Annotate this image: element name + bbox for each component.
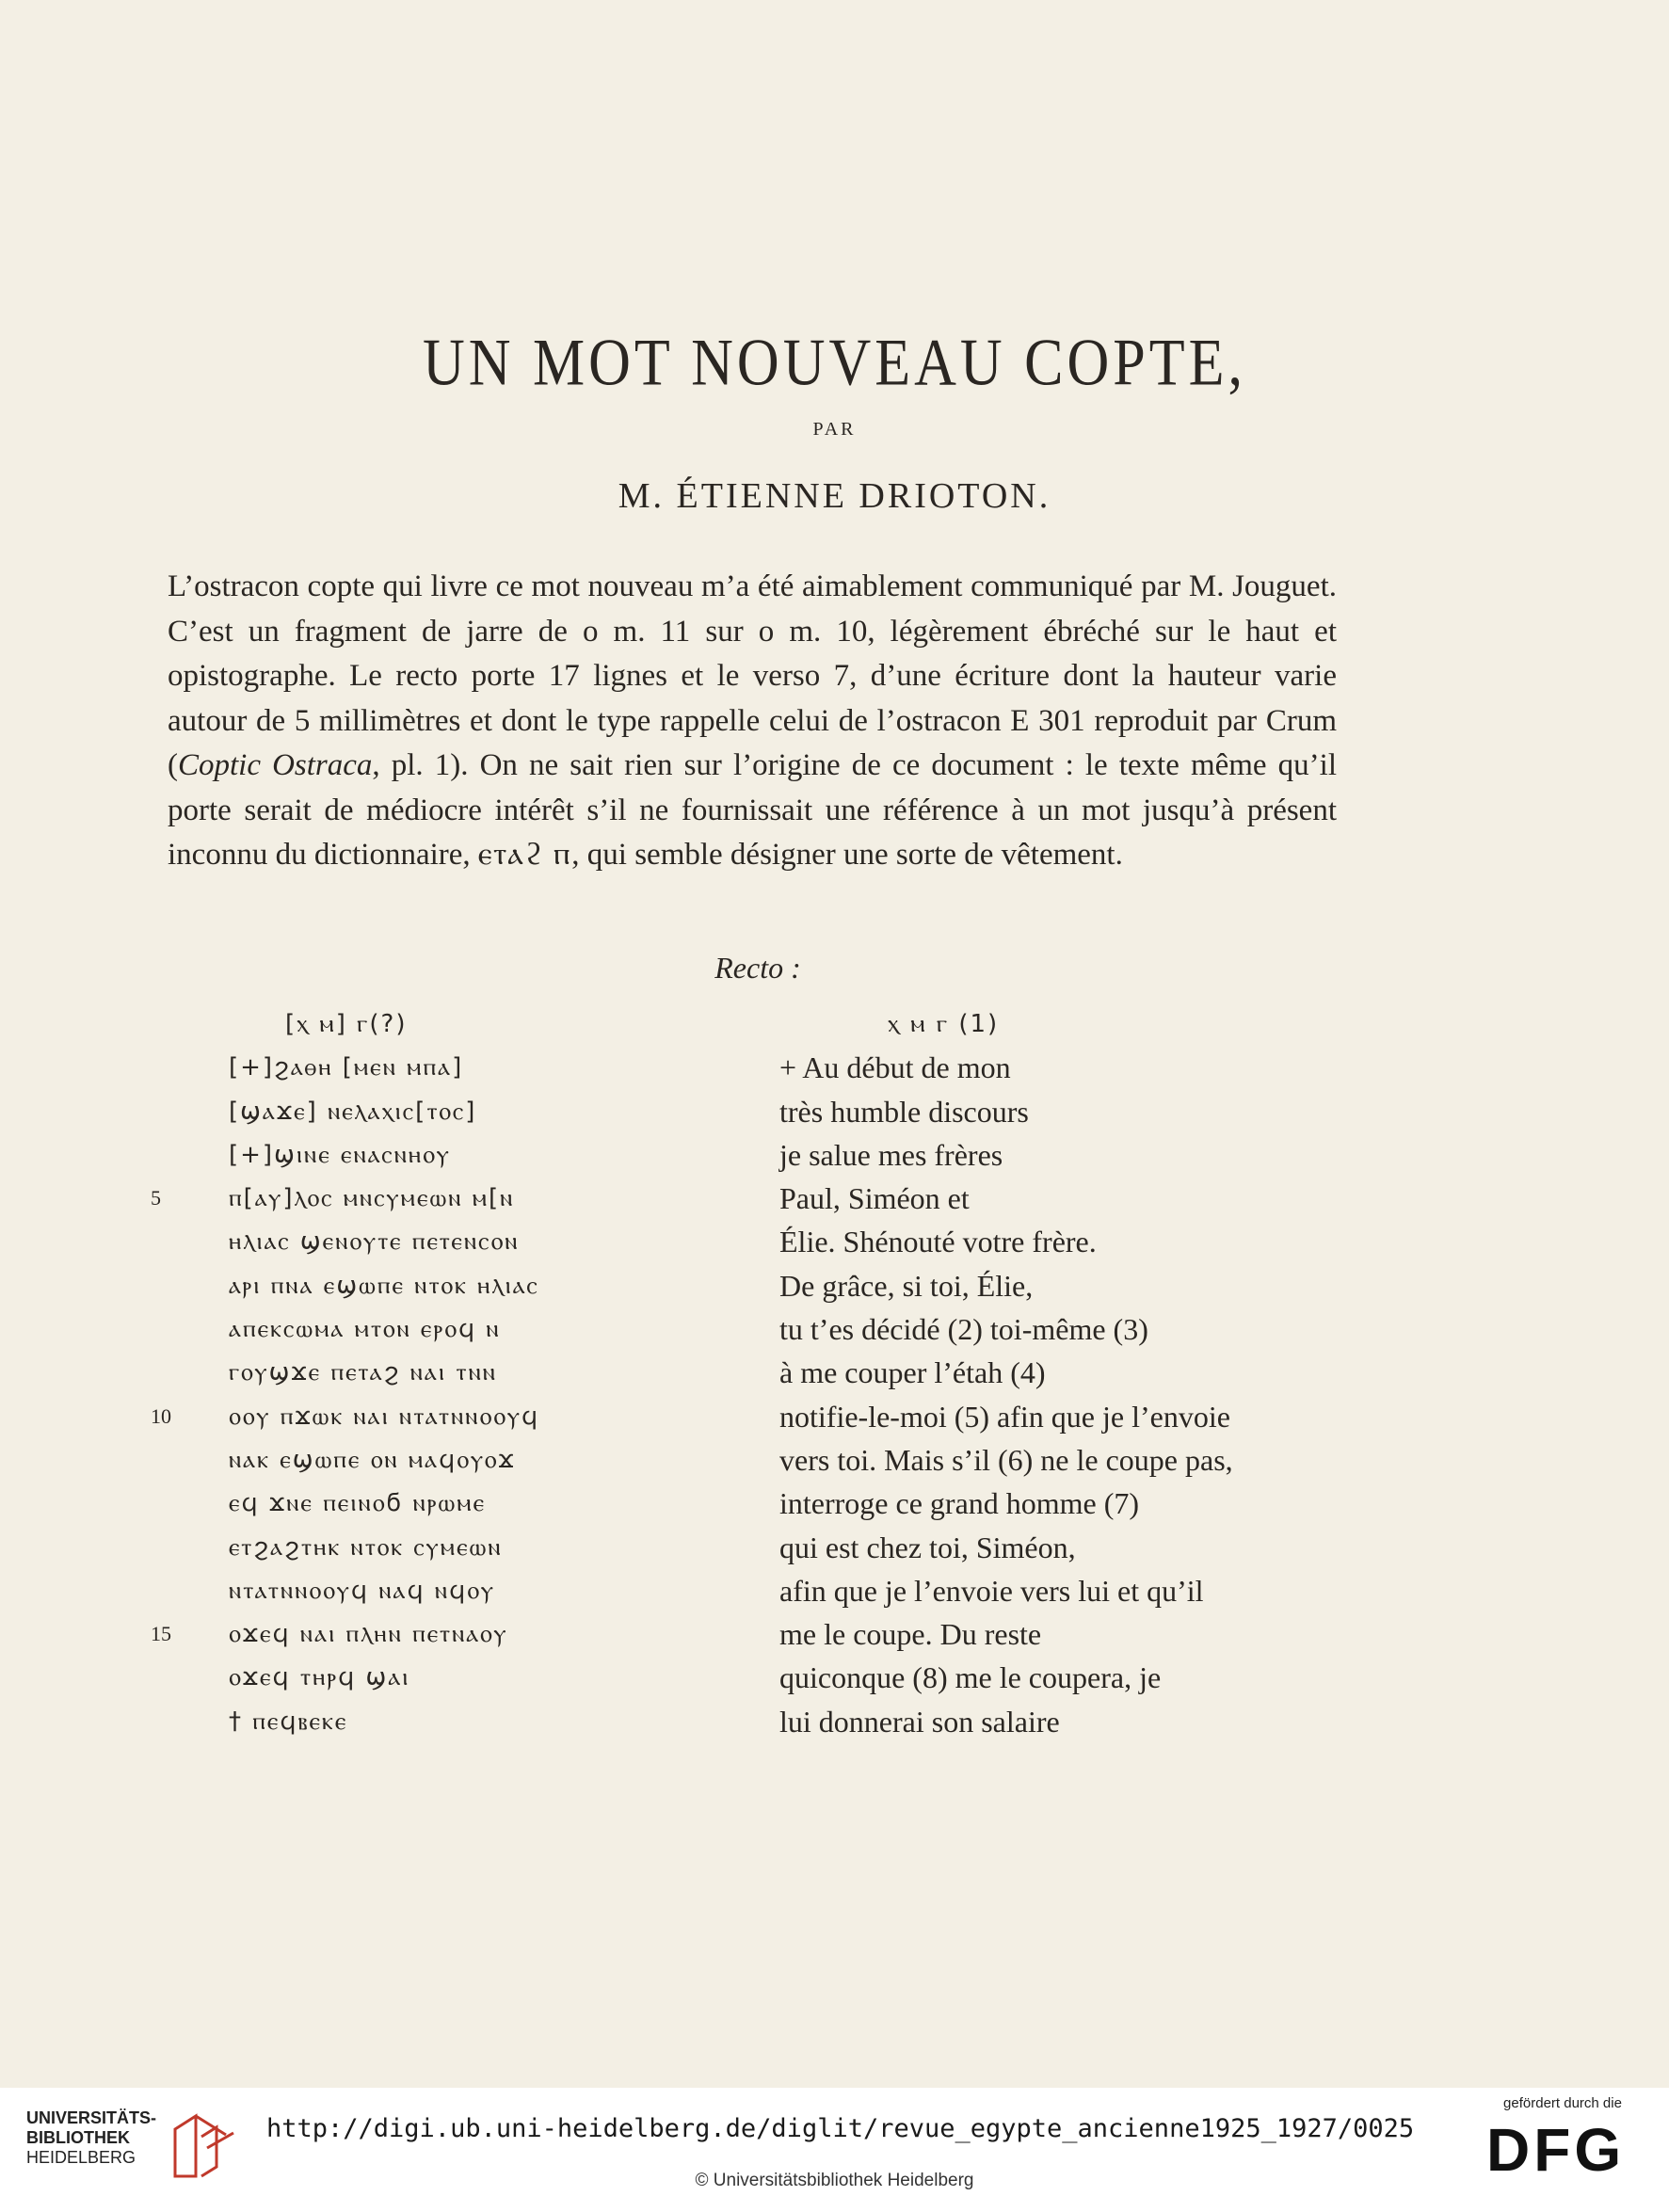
coptic-line [151,1656,753,1699]
logo-line-2: BIBLIOTHEK [26,2128,130,2147]
coptic-line [151,1700,753,1743]
coptic-line-text: ⲛⲧⲁⲧⲛⲛⲟⲟⲩϥ ⲛⲁϥ ⲛϥⲟⲩ [229,1576,496,1605]
coptic-line [151,1612,753,1656]
translation-line: vers toi. Mais s’il (6) ne le coupe pas, [779,1442,1233,1477]
translation-line: à me couper l’étah (4) [779,1355,1046,1390]
coptic-line-text: ⲁⲣⲓ ⲡⲛⲁ ⲉϣⲱⲡⲉ ⲛⲧⲟⲕ ⲏⲗⲓⲁⲥ [229,1271,539,1300]
dfg-caption: gefördert durch die [1503,2095,1622,2111]
translation-line: je salue mes frères [779,1137,1003,1172]
coptic-line [151,1177,753,1220]
intro-text-2: , pl. 1). On ne sait rien sur l’origine de ce document : le texte même qu’il porte serait de médiocre intérêt s’il ne fournissait une référence à un mot jusqu’à présent inconnu du dictionnaire, [168,748,1338,872]
article-author: M. ÉTIENNE DRIOTON. [618,476,1051,516]
translation-line: lui donnerai son salaire [779,1704,1060,1739]
coptic-line-text: [ⲭ ⲙ] ⲅ(?) [285,1010,408,1038]
intro-text-1: L’ostracon copte qui livre ce mot nouveau m’a été aimablement communiqué par M. Jouguet. C’est un fragment de jarre de o m. 11 sur o m. 10, légèrement ébréché sur le haut et opistographe. Le recto porte 17 lignes et le verso 7, d’une écriture dont la hauteur varie autour de 5 millimètres et dont le type rappelle celui de l’ostracon E 301 reproduit par Crum ( [168,569,1337,782]
coptic-line-text: ⲟϫⲉϥ ⲛⲁⲓ ⲡⲗⲏⲛ ⲡⲉⲧⲛⲁⲟⲩ [229,1620,508,1649]
coptic-keyword: ⲉⲧⲁϩ ⲡ [477,838,572,872]
coptic-line-text: ⲟϫⲉϥ ⲧⲏⲣϥ ϣⲁⲓ [229,1663,410,1692]
coptic-line-text: [ϣⲁϫⲉ] ⲛⲉⲗⲁⲭⲓⲥ[ⲧⲟⲥ] [229,1097,477,1126]
library-logo-text [26,2108,156,2168]
translation-line: tu t’es décidé (2) toi-même (3) [779,1312,1148,1347]
coptic-line [151,1264,753,1307]
by-line: PAR [812,419,857,440]
translation-line: De grâce, si toi, Élie, [779,1268,1034,1303]
copyright-notice: © Universitätsbibliothek Heidelberg [695,2171,974,2190]
coptic-line [151,1569,753,1612]
intro-paragraph [168,565,1337,878]
translation-line: afin que je l’envoie vers lui et qu’il [779,1573,1204,1608]
coptic-line-text: ⲉⲧϩⲁϩⲧⲏⲕ ⲛⲧⲟⲕ ⲥⲩⲙⲉⲱⲛ [229,1532,503,1562]
translation-line: Paul, Siméon et [779,1181,970,1216]
source-url-link[interactable]: http://digi.ub.uni-heidelberg.de/diglit/revue_egypte_ancienne1925_1927/0025 [266,2114,1415,2143]
line-number: 5 [151,1186,161,1210]
coptic-line [151,1090,753,1133]
translation-line: interroge ce grand homme (7) [779,1486,1140,1521]
coptic-line-text: ⲛⲁⲕ ⲉϣⲱⲡⲉ ⲟⲛ ⲙⲁϥⲟⲩⲟϫ [229,1445,516,1474]
intro-citation: Coptic Ostraca [178,748,373,782]
coptic-line-text: ⲟⲟⲩ ⲡϫⲱⲕ ⲛⲁⲓ ⲛⲧⲁⲧⲛⲛⲟⲟⲩϥ [229,1402,540,1431]
coptic-line-text: ⲉϥ ϫⲛⲉ ⲡⲉⲓⲛⲟϭ ⲛⲣⲱⲙⲉ [229,1489,487,1518]
digitization-footer [0,2088,1669,2212]
logo-line-3: HEIDELBERG [26,2148,136,2167]
coptic-line-text: [+]ϩⲁⲑⲏ [ⲙⲉⲛ ⲙⲡⲁ] [229,1053,464,1082]
dfg-logo: DFG [1486,2116,1626,2184]
line-number: 15 [151,1622,171,1646]
translation-line: qui est chez toi, Siméon, [779,1530,1076,1564]
coptic-line [151,1220,753,1263]
coptic-line [151,1526,753,1569]
coptic-line-text: ⲅⲟⲩϣϫⲉ ⲡⲉⲧⲁϩ ⲛⲁⲓ ⲧⲛⲛ [229,1358,497,1387]
translation-line: Élie. Shénouté votre frère. [779,1225,1097,1259]
article-title: UN MOT NOUVEAU COPTE, [422,326,1247,400]
translation-line: + Au début de mon [779,1050,1011,1085]
line-number: 10 [151,1403,171,1428]
coptic-text-column [151,1002,753,1743]
translation-line: notifie-le-moi (5) afin que je l’envoie [779,1399,1230,1434]
translation-line: me le coupe. Du reste [779,1617,1042,1652]
logo-line-1: UNIVERSITÄTS- [26,2108,157,2127]
coptic-line [151,1351,753,1394]
coptic-line [151,1307,753,1351]
coptic-line [151,1046,753,1089]
coptic-line-text: ⲁⲡⲉⲕⲥⲱⲙⲁ ⲙⲧⲟⲛ ⲉⲣⲟϥ ⲛ [229,1315,501,1344]
translation-line: quiconque (8) me le coupera, je [779,1660,1162,1695]
coptic-line-text: † ⲡⲉϥⲃⲉⲕⲉ [229,1707,348,1736]
translation-line: ⲭ ⲙ ⲅ (1) [888,1010,1000,1038]
coptic-line-text: [+]ϣⲓⲛⲉ ⲉⲛⲁⲥⲛⲏⲟⲩ [229,1140,451,1169]
coptic-line [151,1438,753,1482]
coptic-line [151,1002,753,1046]
coptic-line-text: ⲏⲗⲓⲁⲥ ϣⲉⲛⲟⲩⲧⲉ ⲡⲉⲧⲉⲛⲥⲟⲛ [229,1227,520,1257]
recto-heading: Recto : [714,951,801,985]
intro-text-3: , qui semble désigner une sorte de vêtement. [571,838,1123,872]
coptic-line [151,1482,753,1525]
coptic-line [151,1133,753,1177]
dfg-funding-badge[interactable] [1483,2095,1643,2204]
translation-line: très humble discours [779,1094,1029,1129]
coptic-line-text: ⲡ[ⲁⲩ]ⲗⲟⲥ ⲙⲛⲥⲩⲙⲉⲱⲛ ⲙ[ⲛ [229,1184,515,1213]
coptic-line [151,1395,753,1438]
translation-column [779,1002,1344,1743]
